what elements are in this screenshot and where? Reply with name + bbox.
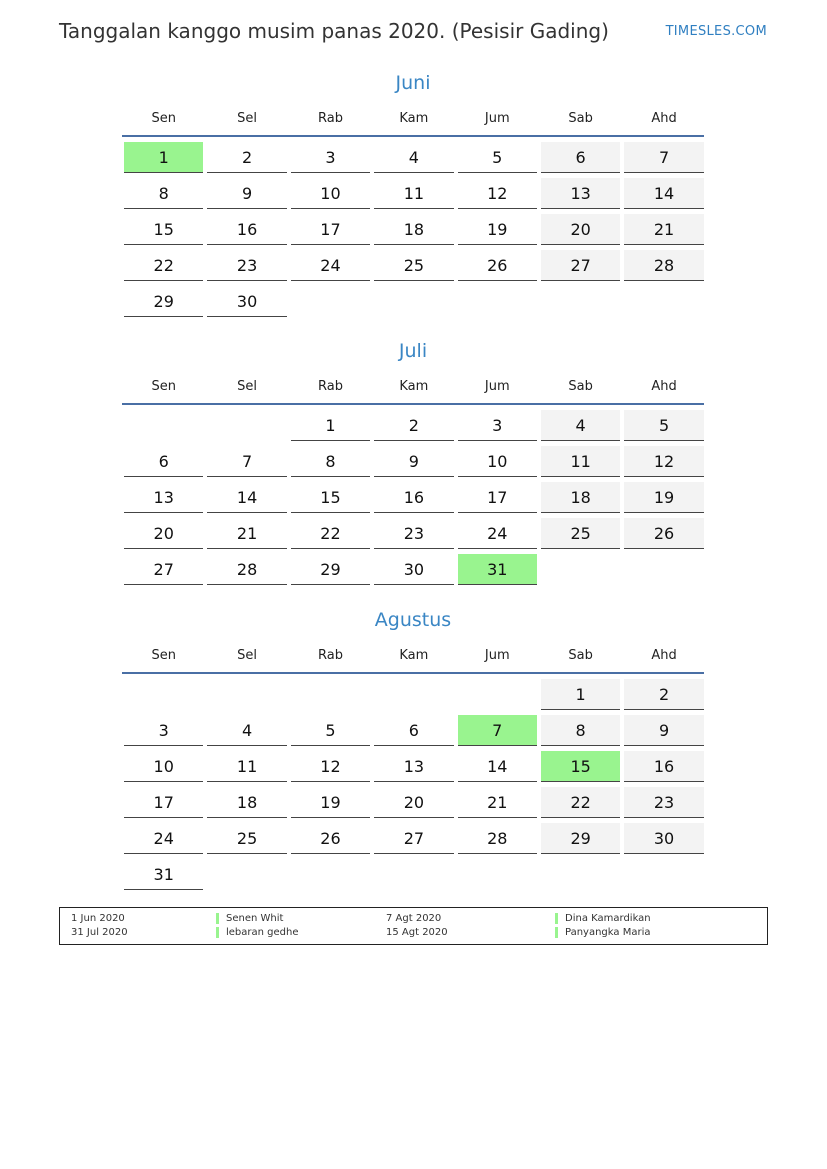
weekday-label: Kam bbox=[399, 111, 429, 126]
day-cell: 17 bbox=[458, 482, 537, 513]
day-cell: 25 bbox=[541, 518, 620, 549]
weekday-label: Sel bbox=[237, 648, 258, 663]
day-cell: 18 bbox=[374, 214, 453, 245]
day-cell: 9 bbox=[374, 446, 453, 477]
legend-date: 15 Agt 2020 bbox=[386, 927, 448, 938]
weekday-label: Sen bbox=[151, 379, 176, 394]
day-cell: 28 bbox=[458, 823, 537, 854]
day-cell: 26 bbox=[458, 250, 537, 281]
day-cell: 7 bbox=[207, 446, 286, 477]
legend-date: 31 Jul 2020 bbox=[71, 927, 128, 938]
day-cell: 21 bbox=[458, 787, 537, 818]
weekday-label: Sel bbox=[237, 111, 258, 126]
day-cell: 24 bbox=[458, 518, 537, 549]
day-cell: 9 bbox=[207, 178, 286, 209]
day-cell: 14 bbox=[458, 751, 537, 782]
weekday-header bbox=[122, 102, 704, 137]
day-cell: 10 bbox=[458, 446, 537, 477]
weekday-label: Jum bbox=[484, 648, 510, 663]
empty-cell bbox=[124, 410, 203, 441]
day-grid bbox=[122, 142, 704, 322]
day-cell: 18 bbox=[207, 787, 286, 818]
day-cell: 22 bbox=[124, 250, 203, 281]
day-cell: 20 bbox=[124, 518, 203, 549]
day-cell: 15 bbox=[124, 214, 203, 245]
day-cell: 23 bbox=[374, 518, 453, 549]
day-cell: 2 bbox=[624, 679, 703, 710]
day-cell: 28 bbox=[207, 554, 286, 585]
day-cell: 9 bbox=[624, 715, 703, 746]
day-cell: 16 bbox=[207, 214, 286, 245]
day-cell: 10 bbox=[291, 178, 370, 209]
weekday-label: Jum bbox=[484, 379, 510, 394]
day-cell: 12 bbox=[458, 178, 537, 209]
legend-name: Senen Whit bbox=[216, 913, 283, 924]
weekday-header bbox=[122, 370, 704, 405]
holiday-day-cell: 1 bbox=[124, 142, 203, 173]
day-cell: 7 bbox=[624, 142, 703, 173]
weekday-label: Ahd bbox=[651, 379, 677, 394]
empty-cell bbox=[207, 410, 286, 441]
day-cell: 1 bbox=[541, 679, 620, 710]
day-cell: 19 bbox=[624, 482, 703, 513]
month-title: Juli bbox=[398, 340, 428, 362]
month-july bbox=[122, 336, 704, 590]
day-cell: 4 bbox=[374, 142, 453, 173]
day-cell: 16 bbox=[374, 482, 453, 513]
legend-name: Panyangka Maria bbox=[555, 927, 650, 938]
day-cell: 11 bbox=[374, 178, 453, 209]
day-cell: 13 bbox=[541, 178, 620, 209]
day-cell: 23 bbox=[207, 250, 286, 281]
day-cell: 20 bbox=[541, 214, 620, 245]
day-cell: 12 bbox=[624, 446, 703, 477]
month-june bbox=[122, 68, 704, 322]
day-cell: 21 bbox=[207, 518, 286, 549]
day-cell: 4 bbox=[541, 410, 620, 441]
month-august bbox=[122, 605, 704, 895]
day-cell: 31 bbox=[124, 859, 203, 890]
day-cell: 12 bbox=[291, 751, 370, 782]
day-cell: 19 bbox=[458, 214, 537, 245]
weekday-header bbox=[122, 639, 704, 674]
legend-date: 1 Jun 2020 bbox=[71, 913, 125, 924]
day-cell: 22 bbox=[541, 787, 620, 818]
day-cell: 3 bbox=[291, 142, 370, 173]
month-title: Agustus bbox=[374, 609, 452, 631]
day-cell: 16 bbox=[624, 751, 703, 782]
weekday-label: Kam bbox=[399, 379, 429, 394]
day-cell: 14 bbox=[624, 178, 703, 209]
day-cell: 13 bbox=[124, 482, 203, 513]
day-cell: 29 bbox=[291, 554, 370, 585]
day-cell: 30 bbox=[207, 286, 286, 317]
weekday-label: Rab bbox=[317, 379, 343, 394]
weekday-label: Sab bbox=[568, 379, 593, 394]
holiday-day-cell: 15 bbox=[541, 751, 620, 782]
day-cell: 17 bbox=[124, 787, 203, 818]
empty-cell bbox=[207, 679, 286, 710]
holiday-day-cell: 31 bbox=[458, 554, 537, 585]
day-cell: 2 bbox=[374, 410, 453, 441]
empty-cell bbox=[291, 679, 370, 710]
day-cell: 4 bbox=[207, 715, 286, 746]
holiday-day-cell: 7 bbox=[458, 715, 537, 746]
day-cell: 8 bbox=[541, 715, 620, 746]
weekday-label: Ahd bbox=[651, 111, 677, 126]
site-link[interactable]: TIMESLES.COM bbox=[665, 24, 767, 39]
weekday-label: Jum bbox=[484, 111, 510, 126]
day-cell: 5 bbox=[624, 410, 703, 441]
day-cell: 23 bbox=[624, 787, 703, 818]
day-cell: 26 bbox=[291, 823, 370, 854]
day-cell: 2 bbox=[207, 142, 286, 173]
day-cell: 25 bbox=[207, 823, 286, 854]
legend-date: 7 Agt 2020 bbox=[386, 913, 442, 924]
weekday-label: Sen bbox=[151, 111, 176, 126]
day-cell: 13 bbox=[374, 751, 453, 782]
month-title: Juni bbox=[395, 72, 431, 94]
day-cell: 6 bbox=[124, 446, 203, 477]
weekday-label: Sel bbox=[237, 379, 258, 394]
day-cell: 6 bbox=[374, 715, 453, 746]
holiday-legend bbox=[59, 907, 768, 945]
empty-cell bbox=[458, 679, 537, 710]
day-cell: 27 bbox=[124, 554, 203, 585]
day-cell: 17 bbox=[291, 214, 370, 245]
day-cell: 25 bbox=[374, 250, 453, 281]
day-cell: 30 bbox=[374, 554, 453, 585]
day-cell: 3 bbox=[124, 715, 203, 746]
day-cell: 24 bbox=[291, 250, 370, 281]
day-cell: 29 bbox=[124, 286, 203, 317]
day-cell: 14 bbox=[207, 482, 286, 513]
day-cell: 1 bbox=[291, 410, 370, 441]
day-grid bbox=[122, 410, 704, 590]
day-grid bbox=[122, 679, 704, 895]
day-cell: 24 bbox=[124, 823, 203, 854]
day-cell: 11 bbox=[541, 446, 620, 477]
day-cell: 5 bbox=[291, 715, 370, 746]
day-cell: 29 bbox=[541, 823, 620, 854]
day-cell: 22 bbox=[291, 518, 370, 549]
day-cell: 26 bbox=[624, 518, 703, 549]
day-cell: 11 bbox=[207, 751, 286, 782]
legend-name: Dina Kamardikan bbox=[555, 913, 651, 924]
day-cell: 5 bbox=[458, 142, 537, 173]
day-cell: 8 bbox=[291, 446, 370, 477]
day-cell: 6 bbox=[541, 142, 620, 173]
weekday-label: Ahd bbox=[651, 648, 677, 663]
day-cell: 27 bbox=[374, 823, 453, 854]
empty-cell bbox=[374, 679, 453, 710]
day-cell: 15 bbox=[291, 482, 370, 513]
day-cell: 20 bbox=[374, 787, 453, 818]
day-cell: 19 bbox=[291, 787, 370, 818]
day-cell: 28 bbox=[624, 250, 703, 281]
weekday-label: Sen bbox=[151, 648, 176, 663]
day-cell: 10 bbox=[124, 751, 203, 782]
weekday-label: Sab bbox=[568, 648, 593, 663]
day-cell: 18 bbox=[541, 482, 620, 513]
weekday-label: Rab bbox=[317, 648, 343, 663]
legend-name: lebaran gedhe bbox=[216, 927, 299, 938]
weekday-label: Rab bbox=[317, 111, 343, 126]
day-cell: 21 bbox=[624, 214, 703, 245]
weekday-label: Sab bbox=[568, 111, 593, 126]
day-cell: 8 bbox=[124, 178, 203, 209]
empty-cell bbox=[124, 679, 203, 710]
weekday-label: Kam bbox=[399, 648, 429, 663]
page-title: Tanggalan kanggo musim panas 2020. (Pesisir Gading) bbox=[59, 19, 609, 43]
day-cell: 30 bbox=[624, 823, 703, 854]
day-cell: 27 bbox=[541, 250, 620, 281]
day-cell: 3 bbox=[458, 410, 537, 441]
